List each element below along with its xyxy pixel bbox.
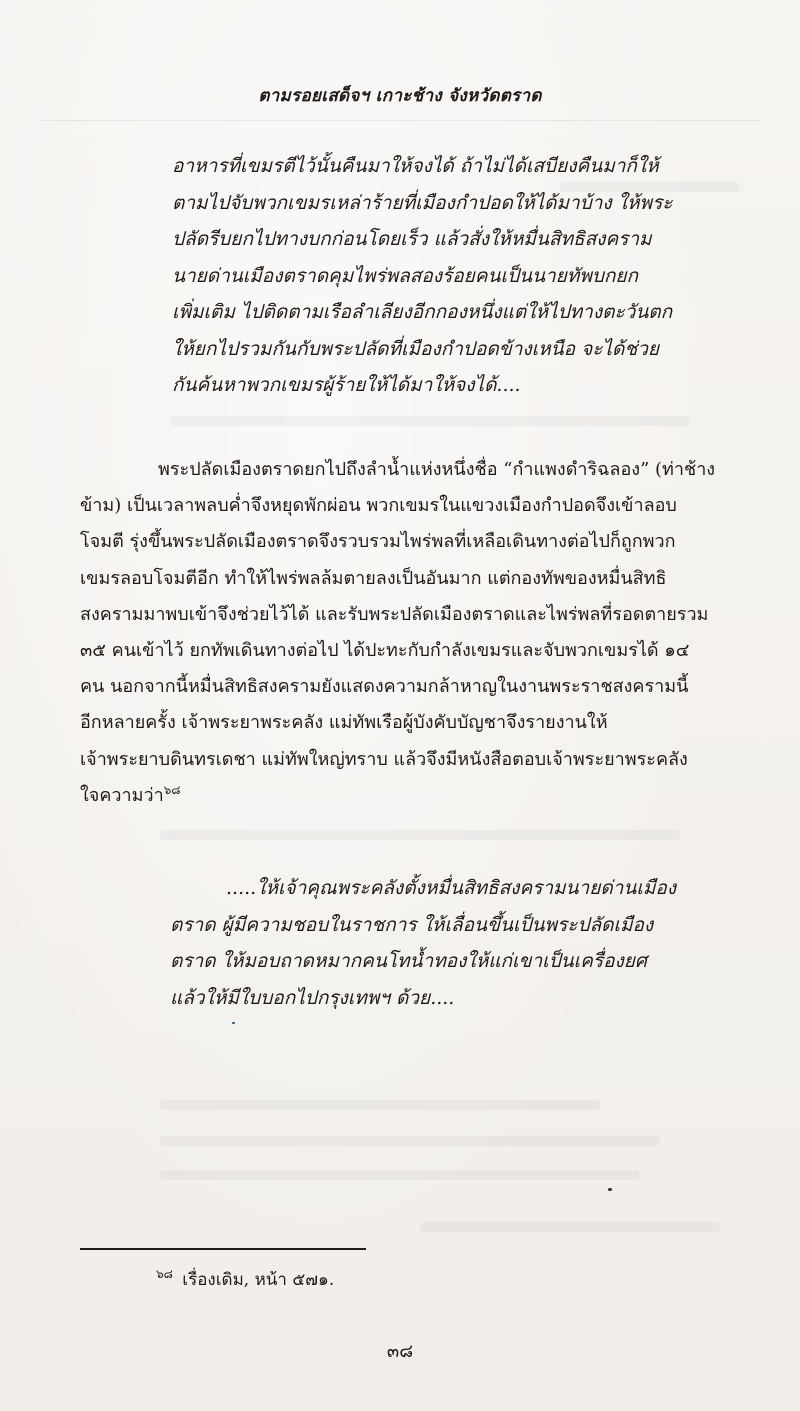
paragraph-line: เจ้าพระยาบดินทรเดชา แม่ทัพใหญ่ทราบ แล้วจึงมีหนังสือตอบเจ้าพระยาพระคลัง xyxy=(80,748,688,770)
paragraph-line: พระปลัดเมืองตราดยกไปถึงลำน้ำแห่งหนึ่งชื่อ “กำแพงดำริฉลอง” (ท่าช้าง xyxy=(158,459,716,480)
quote-line: ปลัดรีบยกไปทางบกก่อนโดยเร็ว แล้วสั่งให้หมื่นสิทธิสงคราม xyxy=(172,228,652,250)
paragraph-line: อีกหลายครั้ง เจ้าพระยาพระคลัง แม่ทัพเรือผู้บังคับบัญชาจึงรายงานให้ xyxy=(80,712,608,734)
quote-line: กันค้นหาพวกเขมรผู้ร้ายให้ได้มาให้จงได้.... xyxy=(172,374,521,396)
quote-line: ตามไปจับพวกเขมรเหล่าร้ายที่เมืองกำปอดให้ได้มาบ้าง ให้พระ xyxy=(172,191,673,214)
quote-line: แล้วให้มีใบบอกไปกรุงเทพฯ ด้วย.... xyxy=(170,986,455,1009)
body-paragraph xyxy=(80,452,770,814)
block-quote-1 xyxy=(172,148,732,404)
footnote-divider xyxy=(80,1248,366,1250)
page-number: ๓๘ xyxy=(386,1341,414,1362)
paragraph-line: สงครามมาพบเข้าจึงช่วยไว้ได้ และรับพระปลัดเมืองตราดและไพร่พลที่รอดตายรวม xyxy=(80,603,709,625)
quote-line: .....ให้เจ้าคุณพระคลังตั้งหมื่นสิทธิสงครามนายด่านเมือง xyxy=(226,877,677,899)
bleed-through-mark xyxy=(420,1222,720,1232)
quote-line: นายด่านเมืองตราดคุมไพร่พลสองร้อยคนเป็นนายทัพบกยก xyxy=(172,264,639,287)
quote-line: เพิ่มเติม ไปติดตามเรือลำเลียงอีกกองหนึ่งแต่ให้ไปทางตะวันตก xyxy=(172,301,673,323)
header-divider xyxy=(40,120,760,121)
paragraph-line: เขมรลอบโจมตีอีก ทำให้ไพร่พลล้มตายลงเป็นอันมาก แต่กองทัพของหมื่นสิทธิ xyxy=(80,567,667,589)
bleed-through-mark xyxy=(160,1170,640,1180)
bleed-through-mark xyxy=(160,1100,600,1110)
bleed-through-mark xyxy=(160,1136,660,1146)
quote-line: ตราด ผู้มีความชอบในราชการ ให้เลื่อนขึ้นเป็นพระปลัดเมือง xyxy=(170,913,654,936)
quote-line: ให้ยกไปรวมกันกับพระปลัดที่เมืองกำปอดข้างเหนือ จะได้ช่วย xyxy=(172,337,660,360)
ink-speck xyxy=(608,1188,612,1191)
paragraph-line-last xyxy=(80,778,770,814)
paragraph-line: คน นอกจากนี้หมื่นสิทธิสงครามยังแสดงความกล้าหาญในงานพระราชสงครามนี้ xyxy=(80,676,689,698)
bleed-through-mark xyxy=(170,416,690,426)
footnote-text: เรื่องเดิม, หน้า ๕๗๑. xyxy=(182,1270,335,1290)
quote-line: ตราด ให้มอบถาดหมากคนโทน้ำทองให้แก่เขาเป็นเครื่องยศ xyxy=(170,950,647,972)
ink-speck xyxy=(232,1022,235,1024)
paragraph-line-text: ใจความว่า xyxy=(80,784,164,806)
footnote-number: ๖๘ xyxy=(156,1267,173,1282)
quote-line: อาหารที่เขมรตีไว้นั้นคืนมาให้จงได้ ถ้าไม่ได้เสบียงคืนมาก็ให้ xyxy=(172,155,659,177)
paragraph-line: ข้าม) เป็นเวลาพลบค่ำจึงหยุดพักผ่อน พวกเขมรในแขวงเมืองกำปอดจึงเข้าลอบ xyxy=(80,495,677,517)
footnote xyxy=(156,1266,334,1293)
paragraph-line: โจมตี รุ่งขึ้นพระปลัดเมืองตราดจึงรวบรวมไพร่พลที่เหลือเดินทางต่อไปก็ถูกพวก xyxy=(80,531,676,553)
running-header: ตามรอยเสด็จฯ เกาะช้าง จังหวัดตราด xyxy=(258,86,542,106)
footnote-reference[interactable]: ๖๘ xyxy=(163,782,181,797)
bleed-through-mark xyxy=(160,830,680,840)
block-quote-2 xyxy=(170,870,710,1016)
paragraph-line: ๓๕ คนเข้าไว้ ยกทัพเดินทางต่อไป ได้ปะทะกับกำลังเขมรและจับพวกเขมรได้ ๑๔ xyxy=(80,640,690,662)
